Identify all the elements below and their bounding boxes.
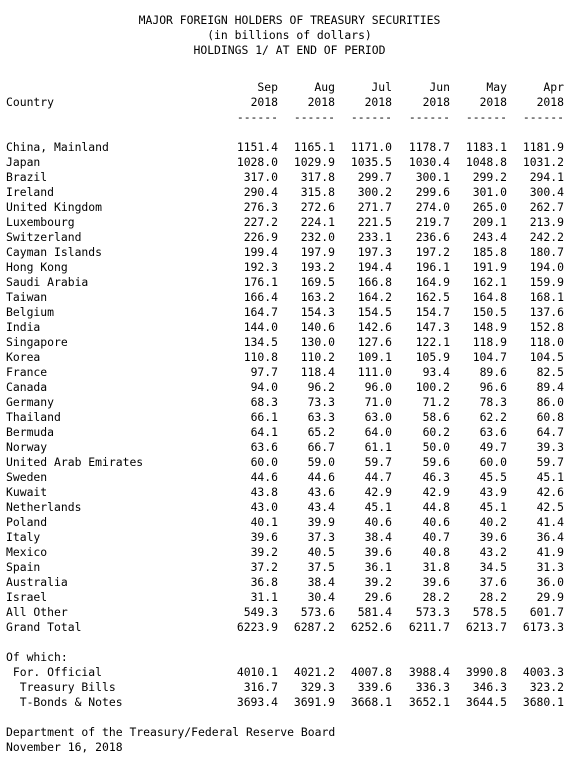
- table-row-value: 194.4: [357, 260, 392, 274]
- table-row-value: 94.0: [250, 380, 278, 394]
- table-row-value: 40.2: [479, 515, 507, 529]
- table-row-value: 66.7: [307, 440, 335, 454]
- table-row-value: 29.6: [364, 590, 392, 604]
- table-row-value: 40.6: [422, 515, 450, 529]
- table-row-value: 1181.9: [522, 140, 564, 154]
- header-year-sep: 2018: [250, 95, 278, 109]
- header-month-aug: Aug: [314, 80, 335, 94]
- of-which-label: Of which:: [6, 650, 68, 664]
- table-row-value: 1165.1: [293, 140, 335, 154]
- table-row-value: 148.9: [472, 320, 507, 334]
- table-row-value: 1151.4: [236, 140, 278, 154]
- table-row-value: 64.7: [536, 425, 564, 439]
- table-row-value: 45.5: [479, 470, 507, 484]
- table-row-value: 180.7: [529, 245, 564, 259]
- table-row-value: 176.1: [243, 275, 278, 289]
- table-row-value: 60.2: [422, 425, 450, 439]
- table-row-value: 299.2: [472, 170, 507, 184]
- table-row-value: 86.0: [536, 395, 564, 409]
- table-row-value: 42.9: [364, 485, 392, 499]
- table-row-value: 134.5: [243, 335, 278, 349]
- table-row-value: 45.1: [479, 500, 507, 514]
- table-row-label: India: [6, 320, 41, 334]
- table-row-value: 317.8: [300, 170, 335, 184]
- table-row-value: 31.8: [422, 560, 450, 574]
- table-row-value: 63.6: [479, 425, 507, 439]
- table-row-value: 44.7: [364, 470, 392, 484]
- table-row-value: 96.6: [479, 380, 507, 394]
- table-row-value: 164.7: [243, 305, 278, 319]
- table-row-value: 43.2: [479, 545, 507, 559]
- of-which-row-value: 323.2: [529, 680, 564, 694]
- table-row-value: 122.1: [415, 335, 450, 349]
- table-row-value: 39.6: [250, 530, 278, 544]
- table-row-value: 73.3: [307, 395, 335, 409]
- table-row-value: 150.5: [472, 305, 507, 319]
- table-row-value: 224.1: [300, 215, 335, 229]
- table-row-value: 1178.7: [408, 140, 450, 154]
- table-row-value: 60.0: [250, 455, 278, 469]
- table-row-value: 233.1: [357, 230, 392, 244]
- of-which-row-value: 3990.8: [465, 665, 507, 679]
- table-row-value: 6223.9: [236, 620, 278, 634]
- footer-date: November 16, 2018: [6, 740, 123, 754]
- table-row-value: 127.6: [357, 335, 392, 349]
- table-row-value: 45.1: [536, 470, 564, 484]
- table-row-value: 42.5: [536, 500, 564, 514]
- table-row-label: Ireland: [6, 185, 55, 199]
- table-row-value: 137.6: [529, 305, 564, 319]
- table-row-value: 191.9: [472, 260, 507, 274]
- table-row-value: 43.9: [479, 485, 507, 499]
- table-row-label: Bermuda: [6, 425, 55, 439]
- table-row-value: 152.8: [529, 320, 564, 334]
- table-row-value: 37.3: [307, 530, 335, 544]
- table-row-value: 6287.2: [293, 620, 335, 634]
- table-row-value: 162.1: [472, 275, 507, 289]
- table-row-label: All Other: [6, 605, 68, 619]
- table-row-value: 573.6: [300, 605, 335, 619]
- table-row-value: 300.4: [529, 185, 564, 199]
- header-month-jun: Jun: [429, 80, 450, 94]
- header-month-jul: Jul: [371, 80, 392, 94]
- header-underline: ------: [350, 110, 392, 124]
- table-row-value: 96.2: [307, 380, 335, 394]
- header-underline: ------: [293, 110, 335, 124]
- header-month-may: May: [486, 80, 507, 94]
- table-row-value: 6213.7: [465, 620, 507, 634]
- header-month-apr: Apr: [543, 80, 564, 94]
- table-row-label: Brazil: [6, 170, 48, 184]
- table-row-value: 6211.7: [408, 620, 450, 634]
- table-row-value: 168.1: [529, 290, 564, 304]
- table-row-value: 31.3: [536, 560, 564, 574]
- table-row-label: Mexico: [6, 545, 48, 559]
- table-row-value: 221.5: [357, 215, 392, 229]
- title-line-3: HOLDINGS 1/ AT END OF PERIOD: [193, 43, 386, 57]
- table-row-label: Saudi Arabia: [6, 275, 89, 289]
- table-row-label: Italy: [6, 530, 41, 544]
- of-which-row-value: 3988.4: [408, 665, 450, 679]
- table-row-value: 1171.0: [350, 140, 392, 154]
- table-row-value: 118.0: [529, 335, 564, 349]
- table-row-value: 37.2: [250, 560, 278, 574]
- table-row-value: 39.6: [364, 545, 392, 559]
- table-row-value: 265.0: [472, 200, 507, 214]
- table-row-value: 36.4: [536, 530, 564, 544]
- table-row-value: 164.8: [472, 290, 507, 304]
- header-year-jul: 2018: [364, 95, 392, 109]
- header-underline: ------: [465, 110, 507, 124]
- table-row-value: 36.1: [364, 560, 392, 574]
- of-which-row-label: Treasury Bills: [6, 680, 116, 694]
- of-which-row-label: T-Bonds & Notes: [6, 695, 123, 709]
- table-row-value: 50.0: [422, 440, 450, 454]
- header-year-apr: 2018: [536, 95, 564, 109]
- table-row-label: Grand Total: [6, 620, 82, 634]
- table-row-value: 63.0: [364, 410, 392, 424]
- table-row-value: 100.2: [415, 380, 450, 394]
- table-row-value: 185.8: [472, 245, 507, 259]
- table-row-value: 299.6: [415, 185, 450, 199]
- table-row-value: 197.9: [300, 245, 335, 259]
- table-row-label: China, Mainland: [6, 140, 109, 154]
- table-row-value: 43.0: [250, 500, 278, 514]
- table-row-value: 219.7: [415, 215, 450, 229]
- table-row-value: 1183.1: [465, 140, 507, 154]
- of-which-row-value: 4003.3: [522, 665, 564, 679]
- table-row-value: 1035.5: [350, 155, 392, 169]
- table-row-value: 232.0: [300, 230, 335, 244]
- of-which-row-value: 4021.2: [293, 665, 335, 679]
- table-row-value: 68.3: [250, 395, 278, 409]
- table-row-value: 581.4: [357, 605, 392, 619]
- table-row-value: 197.2: [415, 245, 450, 259]
- header-year-may: 2018: [479, 95, 507, 109]
- table-row-value: 58.6: [422, 410, 450, 424]
- table-row-value: 36.8: [250, 575, 278, 589]
- header-country-label: Country: [6, 95, 55, 109]
- table-row-label: Netherlands: [6, 500, 82, 514]
- of-which-row-value: 336.3: [415, 680, 450, 694]
- table-row-value: 30.4: [307, 590, 335, 604]
- table-row-value: 262.7: [529, 200, 564, 214]
- table-row-label: France: [6, 365, 48, 379]
- table-row-value: 299.7: [357, 170, 392, 184]
- table-row-value: 196.1: [415, 260, 450, 274]
- table-row-value: 40.7: [422, 530, 450, 544]
- table-row-value: 62.2: [479, 410, 507, 424]
- of-which-row-value: 4007.8: [350, 665, 392, 679]
- table-row-value: 93.4: [422, 365, 450, 379]
- table-row-value: 59.7: [364, 455, 392, 469]
- table-row-value: 44.6: [250, 470, 278, 484]
- of-which-row-value: 3691.9: [293, 695, 335, 709]
- table-row-value: 118.4: [300, 365, 335, 379]
- table-row-value: 199.4: [243, 245, 278, 259]
- table-row-value: 64.0: [364, 425, 392, 439]
- table-row-value: 194.0: [529, 260, 564, 274]
- table-row-value: 294.1: [529, 170, 564, 184]
- table-row-value: 166.4: [243, 290, 278, 304]
- table-row-value: 59.7: [536, 455, 564, 469]
- table-row-value: 118.9: [472, 335, 507, 349]
- table-row-label: Kuwait: [6, 485, 48, 499]
- table-row-value: 39.2: [250, 545, 278, 559]
- table-row-value: 242.2: [529, 230, 564, 244]
- table-row-value: 39.6: [479, 530, 507, 544]
- table-row-label: Thailand: [6, 410, 61, 424]
- table-row-value: 140.6: [300, 320, 335, 334]
- table-row-value: 89.4: [536, 380, 564, 394]
- table-row-value: 78.3: [479, 395, 507, 409]
- header-month-sep: Sep: [257, 80, 278, 94]
- footer-source: Department of the Treasury/Federal Reserve Board: [6, 725, 336, 739]
- table-row-value: 236.6: [415, 230, 450, 244]
- table-row-label: Luxembourg: [6, 215, 75, 229]
- header-year-aug: 2018: [307, 95, 335, 109]
- table-row-value: 40.6: [364, 515, 392, 529]
- table-row-value: 60.0: [479, 455, 507, 469]
- title-line-2: (in billions of dollars): [207, 28, 372, 42]
- table-row-value: 36.0: [536, 575, 564, 589]
- table-row-value: 38.4: [364, 530, 392, 544]
- table-row-label: United Kingdom: [6, 200, 103, 214]
- table-row-value: 272.6: [300, 200, 335, 214]
- table-row-value: 142.6: [357, 320, 392, 334]
- table-row-value: 227.2: [243, 215, 278, 229]
- table-row-value: 315.8: [300, 185, 335, 199]
- table-row-value: 209.1: [472, 215, 507, 229]
- table-row-value: 39.9: [307, 515, 335, 529]
- table-row-value: 44.6: [307, 470, 335, 484]
- table-row-label: Israel: [6, 590, 48, 604]
- table-row-value: 59.6: [422, 455, 450, 469]
- table-row-value: 6252.6: [350, 620, 392, 634]
- table-row-value: 60.8: [536, 410, 564, 424]
- table-row-value: 31.1: [250, 590, 278, 604]
- table-row-value: 573.3: [415, 605, 450, 619]
- table-row-value: 276.3: [243, 200, 278, 214]
- table-row-value: 46.3: [422, 470, 450, 484]
- table-row-value: 163.2: [300, 290, 335, 304]
- table-row-value: 43.6: [307, 485, 335, 499]
- table-row-value: 274.0: [415, 200, 450, 214]
- table-row-value: 59.0: [307, 455, 335, 469]
- table-row-value: 66.1: [250, 410, 278, 424]
- table-row-value: 96.0: [364, 380, 392, 394]
- table-row-value: 89.6: [479, 365, 507, 379]
- table-row-label: United Arab Emirates: [6, 455, 144, 469]
- table-row-label: Germany: [6, 395, 55, 409]
- table-row-value: 300.2: [357, 185, 392, 199]
- table-row-value: 192.3: [243, 260, 278, 274]
- table-row-value: 164.9: [415, 275, 450, 289]
- table-row-value: 40.5: [307, 545, 335, 559]
- table-row-value: 154.3: [300, 305, 335, 319]
- table-row-value: 63.6: [250, 440, 278, 454]
- of-which-row-label: For. Official: [6, 665, 103, 679]
- table-row-label: Canada: [6, 380, 48, 394]
- of-which-row-value: 4010.1: [236, 665, 278, 679]
- table-row-value: 144.0: [243, 320, 278, 334]
- table-row-value: 317.0: [243, 170, 278, 184]
- table-row-value: 104.7: [472, 350, 507, 364]
- table-row-value: 164.2: [357, 290, 392, 304]
- table-row-value: 1048.8: [465, 155, 507, 169]
- table-row-value: 82.5: [536, 365, 564, 379]
- table-row-label: Taiwan: [6, 290, 48, 304]
- table-row-value: 226.9: [243, 230, 278, 244]
- table-row-value: 28.2: [479, 590, 507, 604]
- table-row-value: 41.9: [536, 545, 564, 559]
- table-row-value: 1031.2: [522, 155, 564, 169]
- table-row-value: 243.4: [472, 230, 507, 244]
- table-row-value: 578.5: [472, 605, 507, 619]
- table-row-value: 44.8: [422, 500, 450, 514]
- table-row-value: 290.4: [243, 185, 278, 199]
- header-underline: ------: [408, 110, 450, 124]
- table-row-value: 71.0: [364, 395, 392, 409]
- table-row-value: 601.7: [529, 605, 564, 619]
- table-row-value: 45.1: [364, 500, 392, 514]
- table-row-label: Belgium: [6, 305, 55, 319]
- table-row-value: 97.7: [250, 365, 278, 379]
- table-row-value: 42.6: [536, 485, 564, 499]
- table-row-value: 43.8: [250, 485, 278, 499]
- table-row-value: 301.0: [472, 185, 507, 199]
- of-which-row-value: 3668.1: [350, 695, 392, 709]
- table-row-value: 39.3: [536, 440, 564, 454]
- table-row-label: Korea: [6, 350, 41, 364]
- table-row-value: 130.0: [300, 335, 335, 349]
- table-row-value: 37.6: [479, 575, 507, 589]
- of-which-row-value: 316.7: [243, 680, 278, 694]
- table-row-value: 42.9: [422, 485, 450, 499]
- table-row-value: 109.1: [357, 350, 392, 364]
- table-row-value: 110.2: [300, 350, 335, 364]
- table-row-label: Spain: [6, 560, 41, 574]
- table-row-label: Sweden: [6, 470, 48, 484]
- table-row-value: 40.8: [422, 545, 450, 559]
- header-underline: ------: [522, 110, 564, 124]
- table-row-value: 197.3: [357, 245, 392, 259]
- table-row-label: Poland: [6, 515, 48, 529]
- of-which-row-value: 346.3: [472, 680, 507, 694]
- table-row-value: 6173.3: [522, 620, 564, 634]
- table-row-value: 40.1: [250, 515, 278, 529]
- table-row-value: 65.2: [307, 425, 335, 439]
- table-row-value: 29.9: [536, 590, 564, 604]
- table-row-label: Cayman Islands: [6, 245, 103, 259]
- of-which-row-value: 329.3: [300, 680, 335, 694]
- of-which-row-value: 3680.1: [522, 695, 564, 709]
- table-row-value: 213.9: [529, 215, 564, 229]
- header-year-jun: 2018: [422, 95, 450, 109]
- table-row-value: 105.9: [415, 350, 450, 364]
- table-row-label: Norway: [6, 440, 48, 454]
- table-row-value: 38.4: [307, 575, 335, 589]
- table-row-label: Australia: [6, 575, 68, 589]
- table-row-value: 159.9: [529, 275, 564, 289]
- table-row-value: 61.1: [364, 440, 392, 454]
- table-row-value: 300.1: [415, 170, 450, 184]
- of-which-row-value: 339.6: [357, 680, 392, 694]
- table-row-value: 28.2: [422, 590, 450, 604]
- table-row-label: Japan: [6, 155, 41, 169]
- table-row-value: 34.5: [479, 560, 507, 574]
- table-row-value: 154.7: [415, 305, 450, 319]
- table-row-value: 147.3: [415, 320, 450, 334]
- table-row-value: 1030.4: [408, 155, 450, 169]
- table-row-value: 193.2: [300, 260, 335, 274]
- table-row-label: Hong Kong: [6, 260, 68, 274]
- of-which-row-value: 3644.5: [465, 695, 507, 709]
- table-row-value: 104.5: [529, 350, 564, 364]
- table-row-value: 39.6: [422, 575, 450, 589]
- table-row-value: 111.0: [357, 365, 392, 379]
- table-row-value: 41.4: [536, 515, 564, 529]
- table-row-value: 43.4: [307, 500, 335, 514]
- table-row-value: 64.1: [250, 425, 278, 439]
- table-row-value: 37.5: [307, 560, 335, 574]
- table-row-value: 271.7: [357, 200, 392, 214]
- table-row-value: 49.7: [479, 440, 507, 454]
- table-row-label: Singapore: [6, 335, 68, 349]
- of-which-row-value: 3652.1: [408, 695, 450, 709]
- table-row-value: 166.8: [357, 275, 392, 289]
- table-row-value: 169.5: [300, 275, 335, 289]
- table-row-value: 71.2: [422, 395, 450, 409]
- title-line-1: MAJOR FOREIGN HOLDERS OF TREASURY SECURITIES: [138, 13, 441, 27]
- table-row-value: 110.8: [243, 350, 278, 364]
- table-row-value: 1028.0: [236, 155, 278, 169]
- table-row-value: 1029.9: [293, 155, 335, 169]
- table-row-value: 162.5: [415, 290, 450, 304]
- header-underline: ------: [236, 110, 278, 124]
- of-which-row-value: 3693.4: [236, 695, 278, 709]
- table-row-value: 63.3: [307, 410, 335, 424]
- table-row-value: 549.3: [243, 605, 278, 619]
- table-row-value: 154.5: [357, 305, 392, 319]
- table-row-value: 39.2: [364, 575, 392, 589]
- table-row-label: Switzerland: [6, 230, 82, 244]
